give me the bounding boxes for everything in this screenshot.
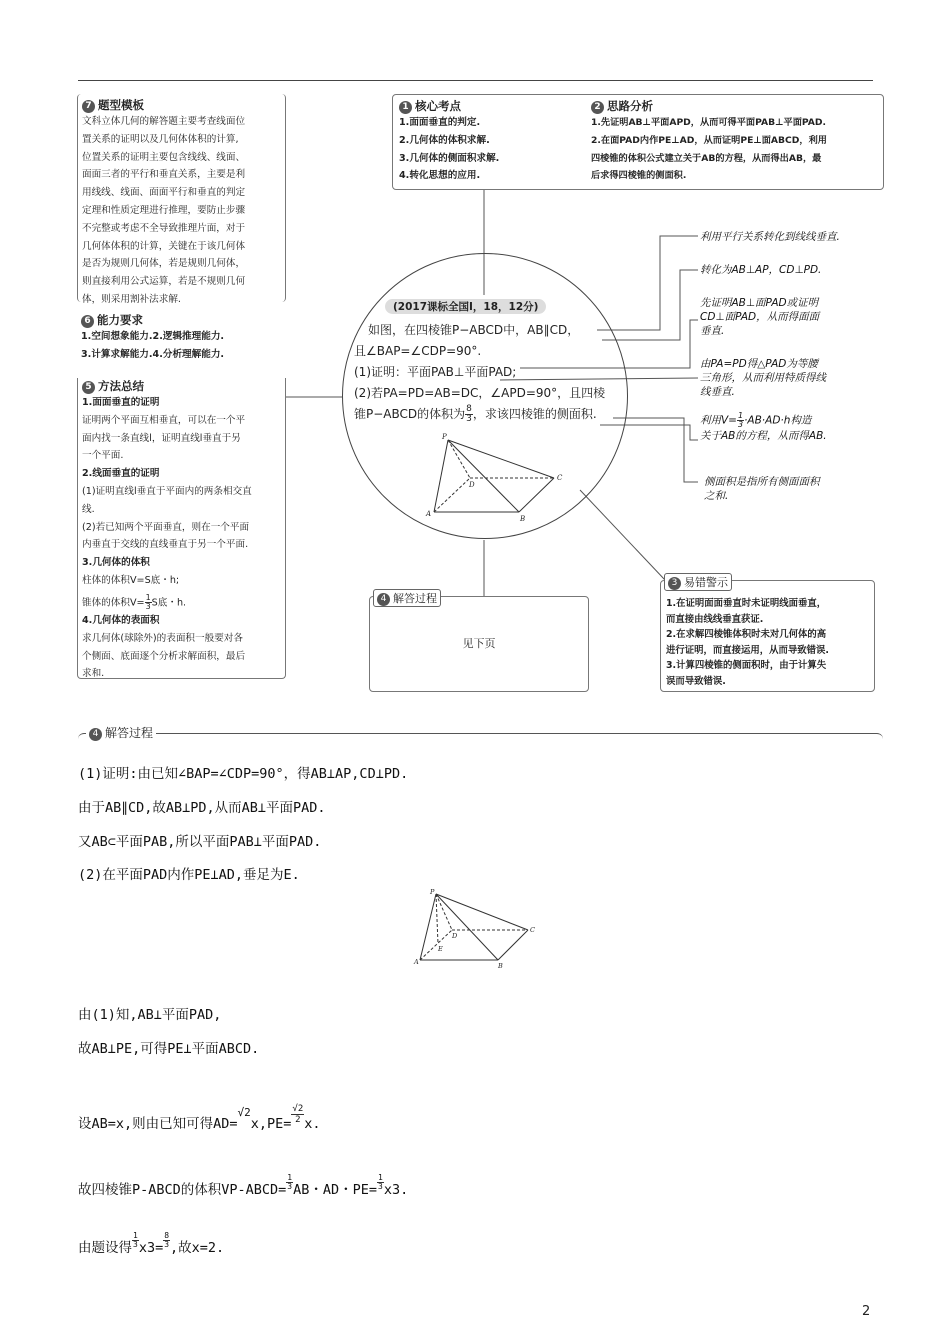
text-line: 4.转化思想的应用. [399, 170, 481, 182]
text-line: 1.面面垂直的判定. [399, 117, 481, 128]
svg-text:P: P [430, 888, 435, 896]
label-C: C [557, 474, 563, 482]
text-line: 3.计算求解能力.4.分析理解能力. [81, 348, 225, 360]
text-line: 位置关系的证明主要包含线线、线面、 [82, 151, 246, 163]
template-box [77, 94, 286, 305]
section-title: 4 解答过程 [86, 724, 156, 741]
core-text [399, 114, 579, 185]
text-line: 1.空间想象能力.2.逻辑推理能力. [81, 331, 225, 342]
svg-text:B: B [498, 962, 503, 970]
solution-line-2: 由于AB∥CD,故AB⊥PD,从而AB⊥平面PAD. [78, 800, 326, 816]
text-line: 文科立体几何的解答题主要考查线面位 [82, 116, 246, 127]
text-line: 后求得四棱锥的侧面积. [591, 170, 687, 182]
note-5: 利用V= $\frac{1}{3}$ ·AB·AD·h构造 关于AB的方程，从而得AB. [700, 411, 827, 442]
answer-content: 见下页 [462, 637, 496, 650]
text-line: 2.在面PAD内作PE⊥AD，从而证明PE⊥面ABCD，利用 [591, 134, 827, 146]
fraction-one-third: $\frac{1}{3}$ [145, 592, 151, 611]
text-line: 1.先证明AB⊥平面APD，从而可得平面PAB⊥平面PAD. [591, 117, 827, 128]
text-line: 2.几何体的体积求解. [399, 134, 490, 146]
template-title: 7 题型模板 [82, 97, 281, 113]
solution-line-5: 由(1)知,AB⊥平面PAD, [78, 1007, 222, 1023]
method-text: 1.面面垂直的证明 证明两个平面互相垂直，可以在一个平 面内找一条直线l，证明直线l垂直于另 一个平面. 2.线面垂直的证明 (1)证明直线l垂直于平面内的两条相交直 线. (2)若已知两个平面垂直，则在一个平面 内垂直于交线的直线垂直于另一个平面. 3.几何体的体积 柱体的体积V=S底・h; 锥体的体积V= $\frac{1}{3}$ S底・h. 4.几何体的表面积 求几何体(球除外)的表面积一般要对各 个侧面、底面逐个分析求解面积，最后 求和. [82, 397, 252, 680]
text-line: 用线线、线面、面面平行和垂直的判定 [82, 187, 246, 199]
core-box: 1 核心考点 1.面面垂直的判定. 2.几何体的体积求解. 3.几何体的侧面积求解. 4.转化思想的应用. [399, 98, 579, 185]
answer-tag: 4 解答过程 [373, 589, 441, 607]
problem-source-tag: (2017课标全国Ⅰ，18，12分) [385, 299, 546, 314]
text-line: 四棱锥的体积公式建立关于AB的方程，从而得出AB，最 [591, 152, 822, 164]
text-line: 3.计算四棱锥的侧面积时，由于计算失 [666, 660, 827, 671]
warn-tag: 3 易错警示 [664, 573, 732, 591]
note-1: 利用平行关系转化到线线垂直. [700, 231, 840, 243]
template-number: 7 [82, 100, 95, 113]
text-line: 几何体体积的计算，关键在于该几何体 [82, 240, 246, 252]
solution-line-6: 故AB⊥PE,可得PE⊥平面ABCD. [78, 1041, 260, 1057]
label-D: D [469, 481, 475, 489]
ability-title: 6 能力要求 [81, 312, 280, 328]
solution-line-9: 由题设得 $\frac{1}{3}$ x3= $\frac{8}{3}$ ,故x=2. [78, 1230, 225, 1256]
warn-text [666, 596, 874, 689]
text-line: 是否为规则几何体，若是规则几何体， [82, 258, 246, 270]
note-6: 侧面积是指所有侧面面积 之和. [704, 476, 820, 502]
note-2: 转化为AB⊥AP，CD⊥PD. [700, 264, 822, 276]
solution-pyramid-figure [412, 888, 542, 970]
svg-text:E: E [438, 945, 443, 953]
text-line: 体，则采用割补法求解. [82, 293, 181, 305]
method-title: 5 方法总结 [82, 378, 281, 394]
problem-text: 如图，在四棱锥P−ABCD中，AB∥CD， 且∠BAP=∠CDP=90°. (1)证明：平面PAB⊥平面PAD; (2)若PA=PD=AB=DC，∠APD=90°，且四棱 锥P−ABCD的体积为 $\frac{8}{3}$ ，求该四棱锥的侧面积. [354, 323, 606, 424]
text-line: 2.在求解四棱锥体积时未对几何体的高 [666, 629, 827, 640]
method-box [77, 378, 286, 679]
solution-line-8: 故四棱锥P-ABCD的体积VP-ABCD= $\frac{1}{3}$ AB・AD・PE= $\frac{1}{3}$ x3. [78, 1172, 409, 1198]
answer-box [369, 592, 589, 692]
label-B: B [520, 515, 526, 523]
text-line: 1.在证明面面垂直时未证明线面垂直， [666, 598, 827, 609]
text-line: 面面三者的平行和垂直关系，主要是利 [82, 169, 246, 181]
ability-box [77, 312, 284, 364]
core-idea-box [392, 94, 884, 190]
label-A: A [426, 510, 432, 518]
idea-box: 2 思路分析 1.先证明AB⊥平面APD，从而可得平面PAB⊥平面PAD. 2.在面PAD内作PE⊥AD，从而证明PE⊥面ABCD，利用 四棱锥的体积公式建立关于AB的方程，从而得出AB，最 后求得四棱锥的侧面积. [591, 98, 881, 185]
text-line: 3.几何体的侧面积求解. [399, 152, 500, 164]
svg-text:D: D [452, 932, 458, 940]
note-4: 由PA=PD得△PAD为等腰 三角形，从而利用特质得线 线垂直. [700, 358, 826, 398]
template-text [82, 113, 281, 309]
text-line: 不完整或考虑不全导致推理片面，对于 [82, 222, 246, 234]
page-number: 2 [862, 1304, 871, 1319]
ability-text [81, 328, 280, 364]
solution-line-3: 又AB⊂平面PAB,所以平面PAB⊥平面PAD. [78, 834, 322, 850]
solution-line-4: (2)在平面PAD内作PE⊥AD,垂足为E. [78, 867, 300, 883]
warn-box [660, 576, 875, 692]
text-line: 进行证明，而直接运用，从而导致错误. [666, 644, 829, 656]
solution-line-1: (1)证明:由已知∠BAP=∠CDP=90°，得AB⊥AP,CD⊥PD. [78, 766, 409, 782]
text-line: 误而导致错误. [666, 675, 726, 687]
solution-line-7: 设AB=x,则由已知可得AD=$^{√2}$x,PE= $\frac{√2}{2}$ x. [78, 1103, 321, 1132]
note-3: 先证明AB⊥面PAD或证明 CD⊥面PAD，从而得面面 垂直. [700, 297, 820, 337]
text-line: 定理和性质定理进行推理，要防止步骤 [82, 204, 246, 216]
text-line: 而直接由线线垂直获证. [666, 613, 764, 625]
svg-text:A: A [414, 958, 419, 966]
label-P: P [442, 433, 447, 441]
text-line: 置关系的证明以及几何体体积的计算, [82, 133, 239, 145]
section-rule [78, 733, 883, 742]
idea-text [591, 114, 881, 185]
pyramid-figure [422, 432, 572, 524]
svg-text:C: C [530, 926, 535, 934]
text-line: 则直接利用公式运算，若是不规则几何 [82, 276, 246, 288]
